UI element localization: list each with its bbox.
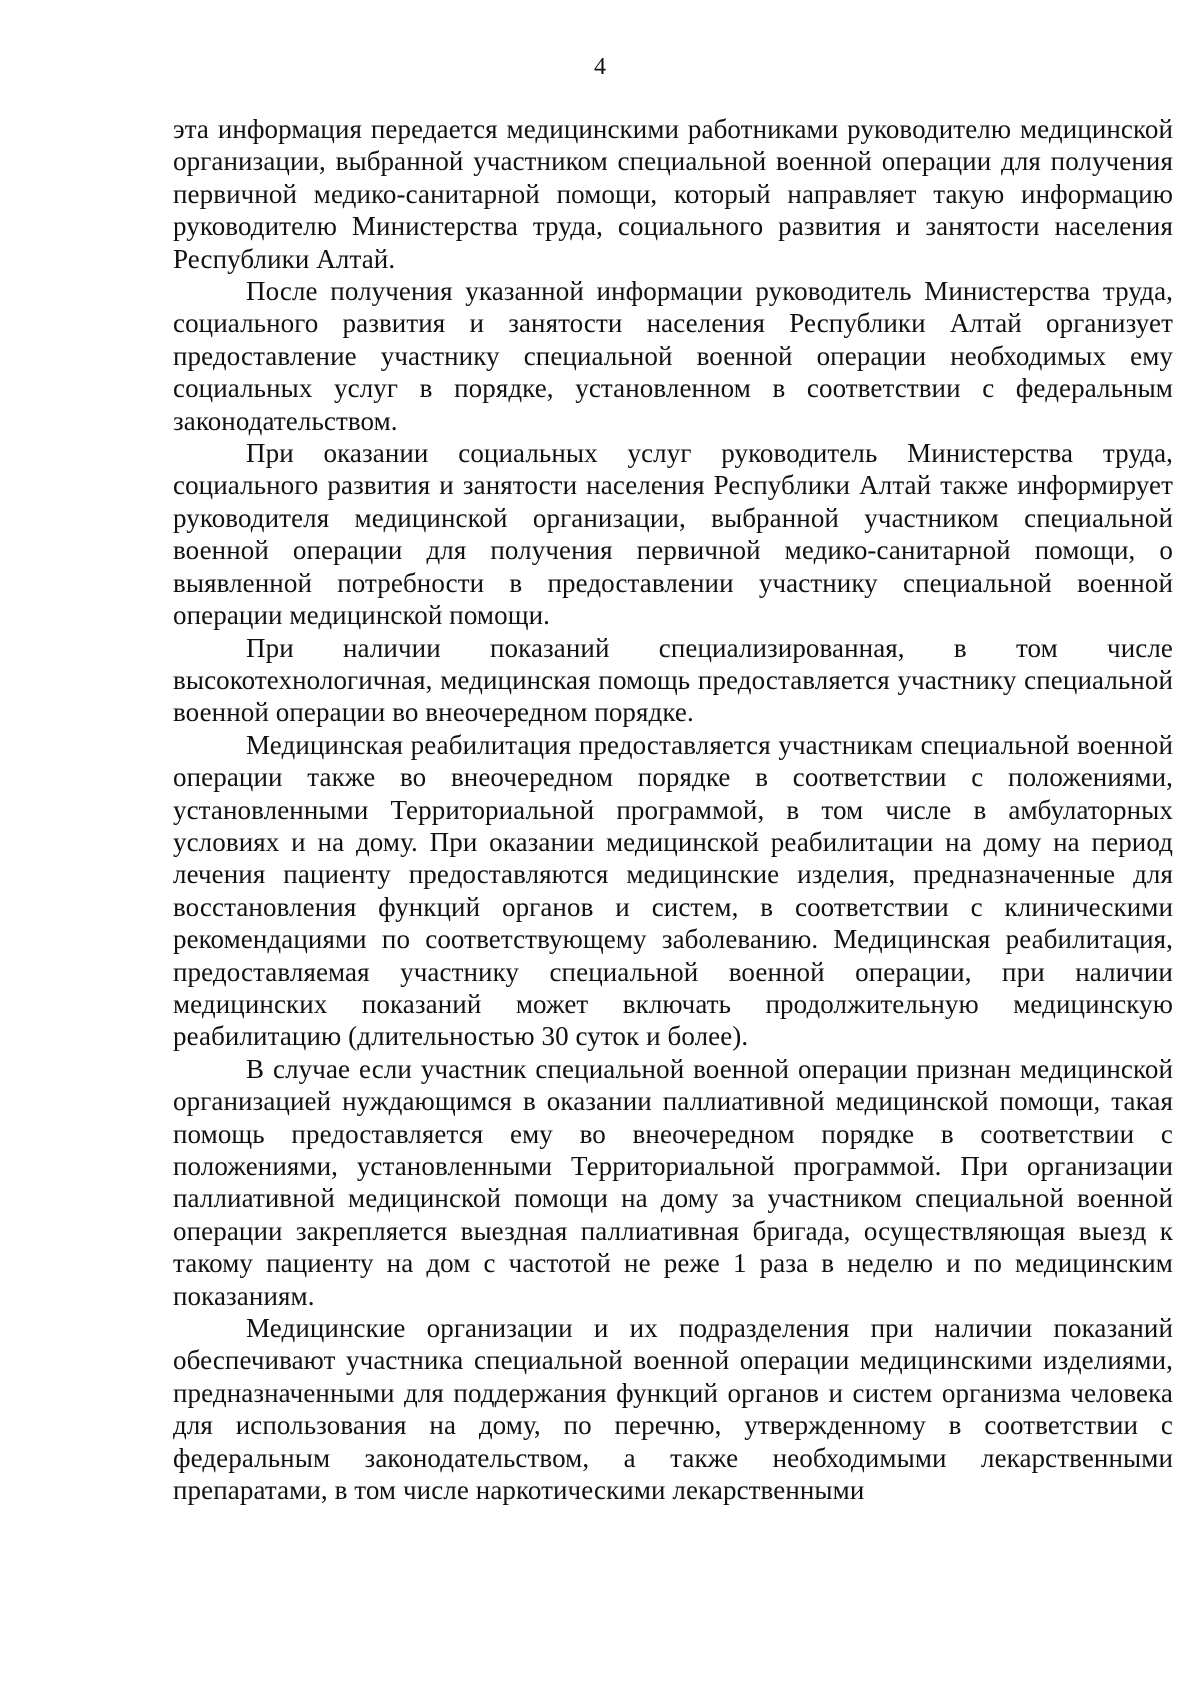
paragraph: При наличии показаний специализированная, в том числе высокотехнологичная, медицинская помощь предоставляется участнику специальной военной операции во внеочередном порядке. — [173, 632, 1173, 728]
paragraph: При оказании социальных услуг руководитель Министерства труда, социального развития и занятости населения Республики Алтай также информирует руководителя медицинской организации, выбранной участником специальной военной операции для получения первичной медико-санитарной помощи, о выявленной потребности в предоставлении участнику специальной военной операции медицинской помощи. — [173, 438, 1173, 631]
document-body — [173, 113, 1173, 1506]
paragraph: Медицинская реабилитация предоставляется участникам специальной военной операции также во внеочередном порядке в соответствии с положениями, установленными Территориальной программой, в том числе в амбулаторных условиях и на дому. При оказании медицинской реабилитации на дому на период лечения пациенту предоставляются медицинские изделия, предназначенные для восстановления функций органов и систем, в соответствии с клиническими рекомендациями по соответствующему заболеванию. Медицинская реабилитация, предоставляемая участнику специальной военной операции, при наличии медицинских показаний может включать продолжительную медицинскую реабилитацию (длительностью 30 суток и более). — [173, 729, 1173, 1052]
paragraph: После получения указанной информации руководитель Министерства труда, социального развития и занятости населения Республики Алтай организует предоставление участнику специальной военной операции необходимых ему социальных услуг в порядке, установленном в соответствии с федеральным законодательством. — [173, 276, 1173, 436]
paragraph-continued: Медицинские организации и их подразделения при наличии показаний обеспечивают участника специальной военной операции медицинскими изделиями, предназначенными для поддержания функций органов и систем организма человека для использования на дому, по перечню, утвержденному в соответствии с федеральным законодательством, а также необходимыми лекарственными препаратами, в том числе наркотическими лекарственными — [173, 1313, 1173, 1506]
paragraph-continuation: эта информация передается медицинскими работниками руководителю медицинской организации, выбранной участником специальной военной операции для получения первичной медико-санитарной помощи, который направляет такую информацию руководителю Министерства труда, социального развития и занятости населения Республики Алтай. — [173, 114, 1173, 274]
page-number: 4 — [594, 54, 606, 80]
paragraph: В случае если участник специальной военной операции признан медицинской организацией нуждающимся в оказании паллиативной медицинской помощи, такая помощь предоставляется ему во внеочередном порядке в соответствии с положениями, установленными Территориальной программой. При организации паллиативной медицинской помощи на дому за участником специальной военной операции закрепляется выездная паллиативная бригада, осуществляющая выезд к такому пациенту на дом с частотой не реже 1 раза в неделю и по медицинским показаниям. — [173, 1053, 1173, 1311]
